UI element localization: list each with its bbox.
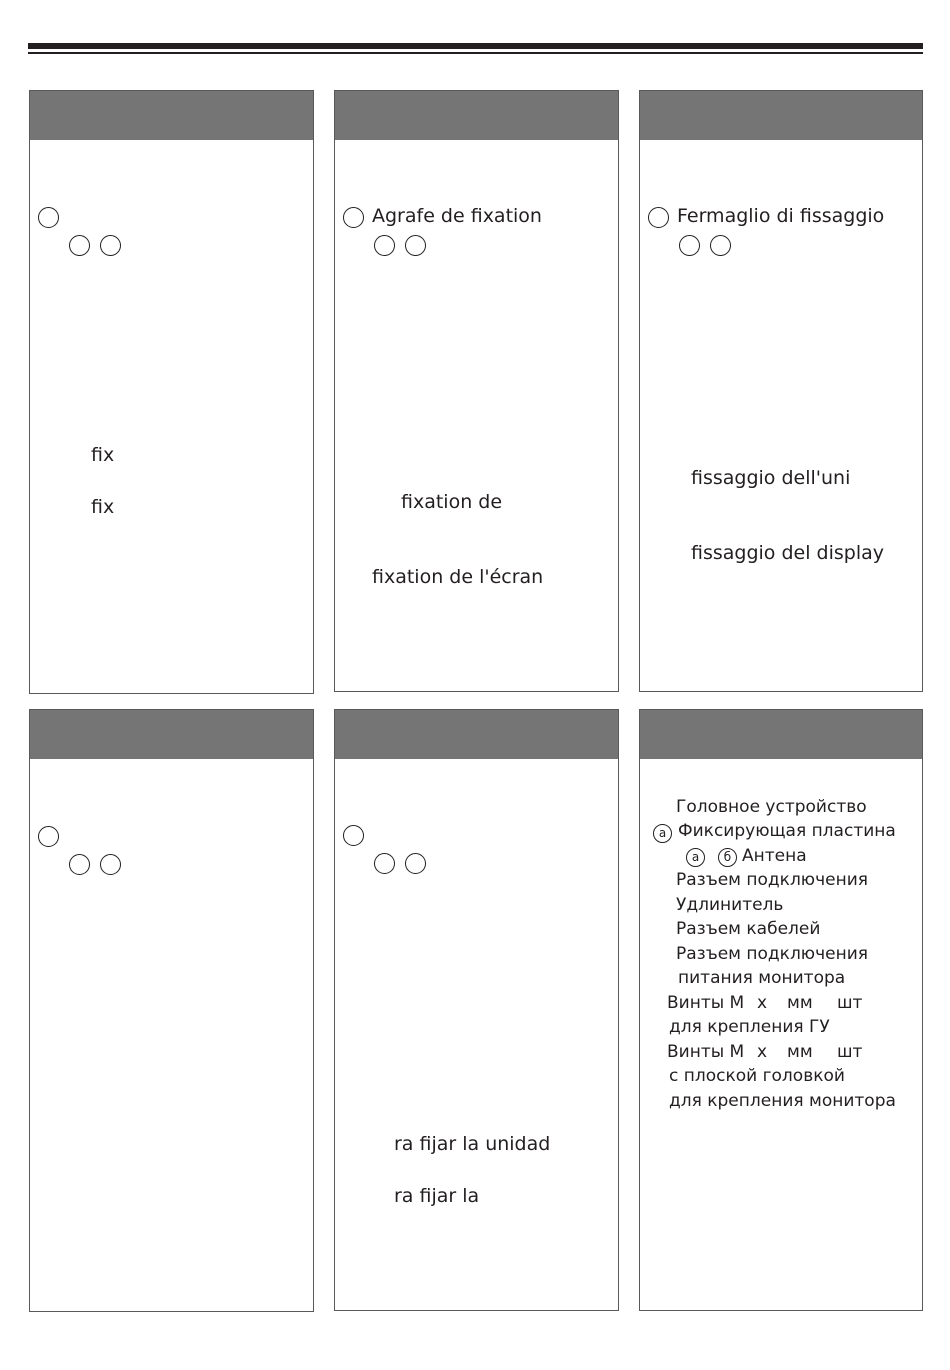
panel-3-text-1: fissaggio dell'uni xyxy=(691,467,851,489)
callout-a-icon: а xyxy=(653,824,672,843)
ru-screws-1-mm: мм xyxy=(787,993,813,1013)
callout-circle-icon xyxy=(100,854,121,875)
callout-circle-icon xyxy=(343,825,364,846)
callout-circle-icon xyxy=(374,235,395,256)
callout-circle-icon xyxy=(38,826,59,847)
callout-circle-icon xyxy=(100,235,121,256)
panel-3-text-2: fissaggio del display xyxy=(691,542,885,564)
ru-line-fixing-plate: Фиксирующая пластина xyxy=(678,821,896,841)
panel-5-text-2: ra fijar la xyxy=(394,1185,480,1207)
ru-line-antenna: Антена xyxy=(742,846,807,866)
panel-6 xyxy=(639,709,923,1311)
callout-circle-icon xyxy=(38,207,59,228)
clip-label: Agrafe de fixation xyxy=(372,205,542,227)
clip-label: Fermaglio di fissaggio xyxy=(677,205,885,227)
ru-screws-2-label: Винты М xyxy=(667,1042,745,1062)
callout-circle-icon xyxy=(710,235,731,256)
callout-b-icon: б xyxy=(718,848,737,867)
ru-screws-2-x: х xyxy=(757,1042,768,1062)
top-rule-thick xyxy=(28,43,923,49)
ru-line-head-unit: Головное устройство xyxy=(676,797,867,817)
panel-6-header xyxy=(640,710,922,759)
panel-1-text-2: fix xyxy=(91,496,115,518)
panel-1-header xyxy=(30,91,313,140)
panel-3-header xyxy=(640,91,922,140)
callout-circle-icon xyxy=(69,854,90,875)
panel-4-header xyxy=(30,710,313,759)
panel-3 xyxy=(639,90,923,692)
ru-screws-1-pcs: шт xyxy=(837,993,863,1013)
panel-5-text-1: ra fijar la unidad xyxy=(394,1133,551,1155)
callout-circle-icon xyxy=(405,235,426,256)
panel-5 xyxy=(334,709,619,1311)
panel-4 xyxy=(29,709,314,1312)
ru-line-extension: Удлинитель xyxy=(676,895,784,915)
panel-2-text-1: fixation de xyxy=(401,491,503,513)
panel-2-header xyxy=(335,91,618,140)
callout-circle-icon xyxy=(648,207,669,228)
ru-line-cable-connector: Разъем кабелей xyxy=(676,919,821,939)
top-rule-thin xyxy=(28,52,923,54)
callout-circle-icon xyxy=(343,207,364,228)
ru-screws-2-mm: мм xyxy=(787,1042,813,1062)
callout-circle-icon xyxy=(679,235,700,256)
ru-line-flat-head: с плоской головкой xyxy=(669,1066,845,1086)
panel-2-text-2: fixation de l'écran xyxy=(372,566,544,588)
ru-line-monitor-power: питания монитора xyxy=(678,968,846,988)
ru-line-connector: Разъем подключения xyxy=(676,870,869,890)
ru-line-connector-2: Разъем подключения xyxy=(676,944,869,964)
panel-2 xyxy=(334,90,619,692)
ru-line-for-head-unit: для крепления ГУ xyxy=(669,1017,830,1037)
ru-line-for-monitor: для крепления монитора xyxy=(669,1091,896,1111)
ru-screws-1-label: Винты М xyxy=(667,993,745,1013)
ru-screws-1-x: х xyxy=(757,993,768,1013)
ru-screws-2-pcs: шт xyxy=(837,1042,863,1062)
callout-circle-icon xyxy=(374,853,395,874)
panel-1-text-1: fix xyxy=(91,444,115,466)
panel-1 xyxy=(29,90,314,694)
callout-a-icon: а xyxy=(686,848,705,867)
panel-5-header xyxy=(335,710,618,759)
callout-circle-icon xyxy=(69,235,90,256)
callout-circle-icon xyxy=(405,853,426,874)
